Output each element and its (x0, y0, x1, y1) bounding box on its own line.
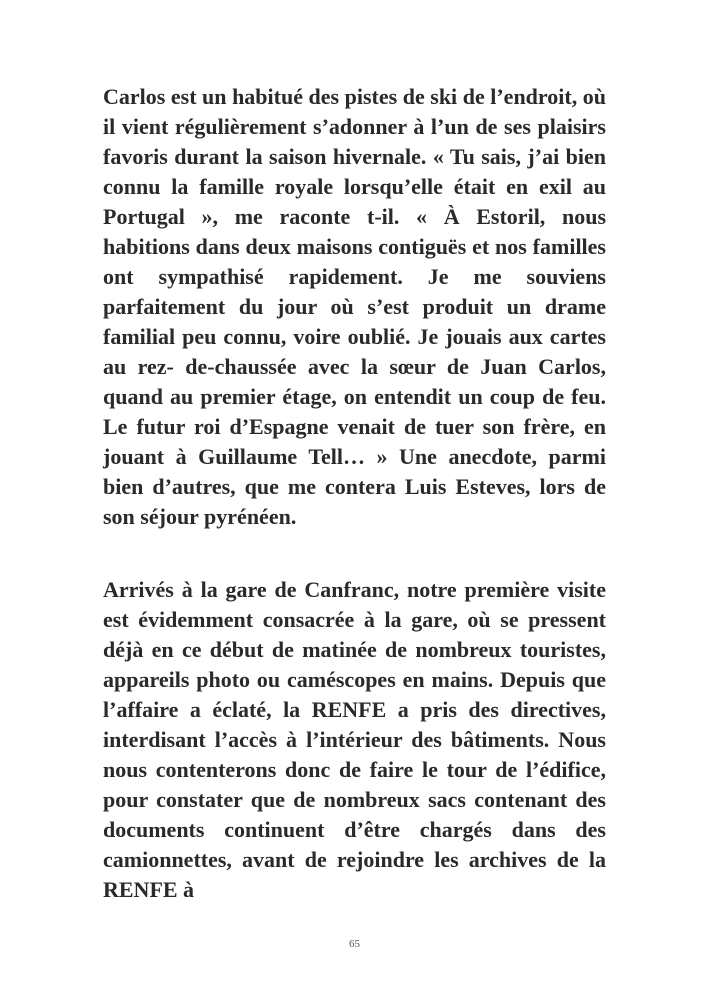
paragraph-canfranc-station: Arrivés à la gare de Canfranc, notre première visite est évidemment consacrée à la gare, où se pressent déjà en ce début de matinée de nombreux touristes, appareils photo ou caméscopes en mains. Depuis que l’affaire a éclaté, la RENFE a pris des directives, interdisant l’accès à l’intérieur des bâtiments. Nous nous contenterons donc de faire le tour de l’édifice, pour constater que de nombreux sacs contenant des documents continuent d’être chargés dans des camionnettes, avant de rejoindre les archives de la RENFE à (103, 577, 606, 902)
page-number: 65 (349, 938, 360, 950)
paragraph-carlos-anecdote: Carlos est un habitué des pistes de ski de l’endroit, où il vient régulièrement s’adonner à l’un de ses plaisirs favoris durant la saison hivernale. « Tu sais, j’ai bien connu la famille royale lorsqu’elle était en exil au Portugal », me raconte t-il. « À Estoril, nous habitions dans deux maisons contiguës et nos familles ont sympathisé rapidement. Je me souviens parfaitement du jour où s’est produit un drame familial peu connu, voire oublié. Je jouais aux cartes au rez- de-chaussée avec la sœur de Juan Carlos, quand au premier étage, on entendit un coup de feu. Le futur roi d’Espagne venait de tuer son frère, en jouant à Guillaume Tell… » Une anecdote, parmi bien d’autres, que me contera Luis Esteves, lors de son séjour pyrénéen. (103, 84, 606, 529)
